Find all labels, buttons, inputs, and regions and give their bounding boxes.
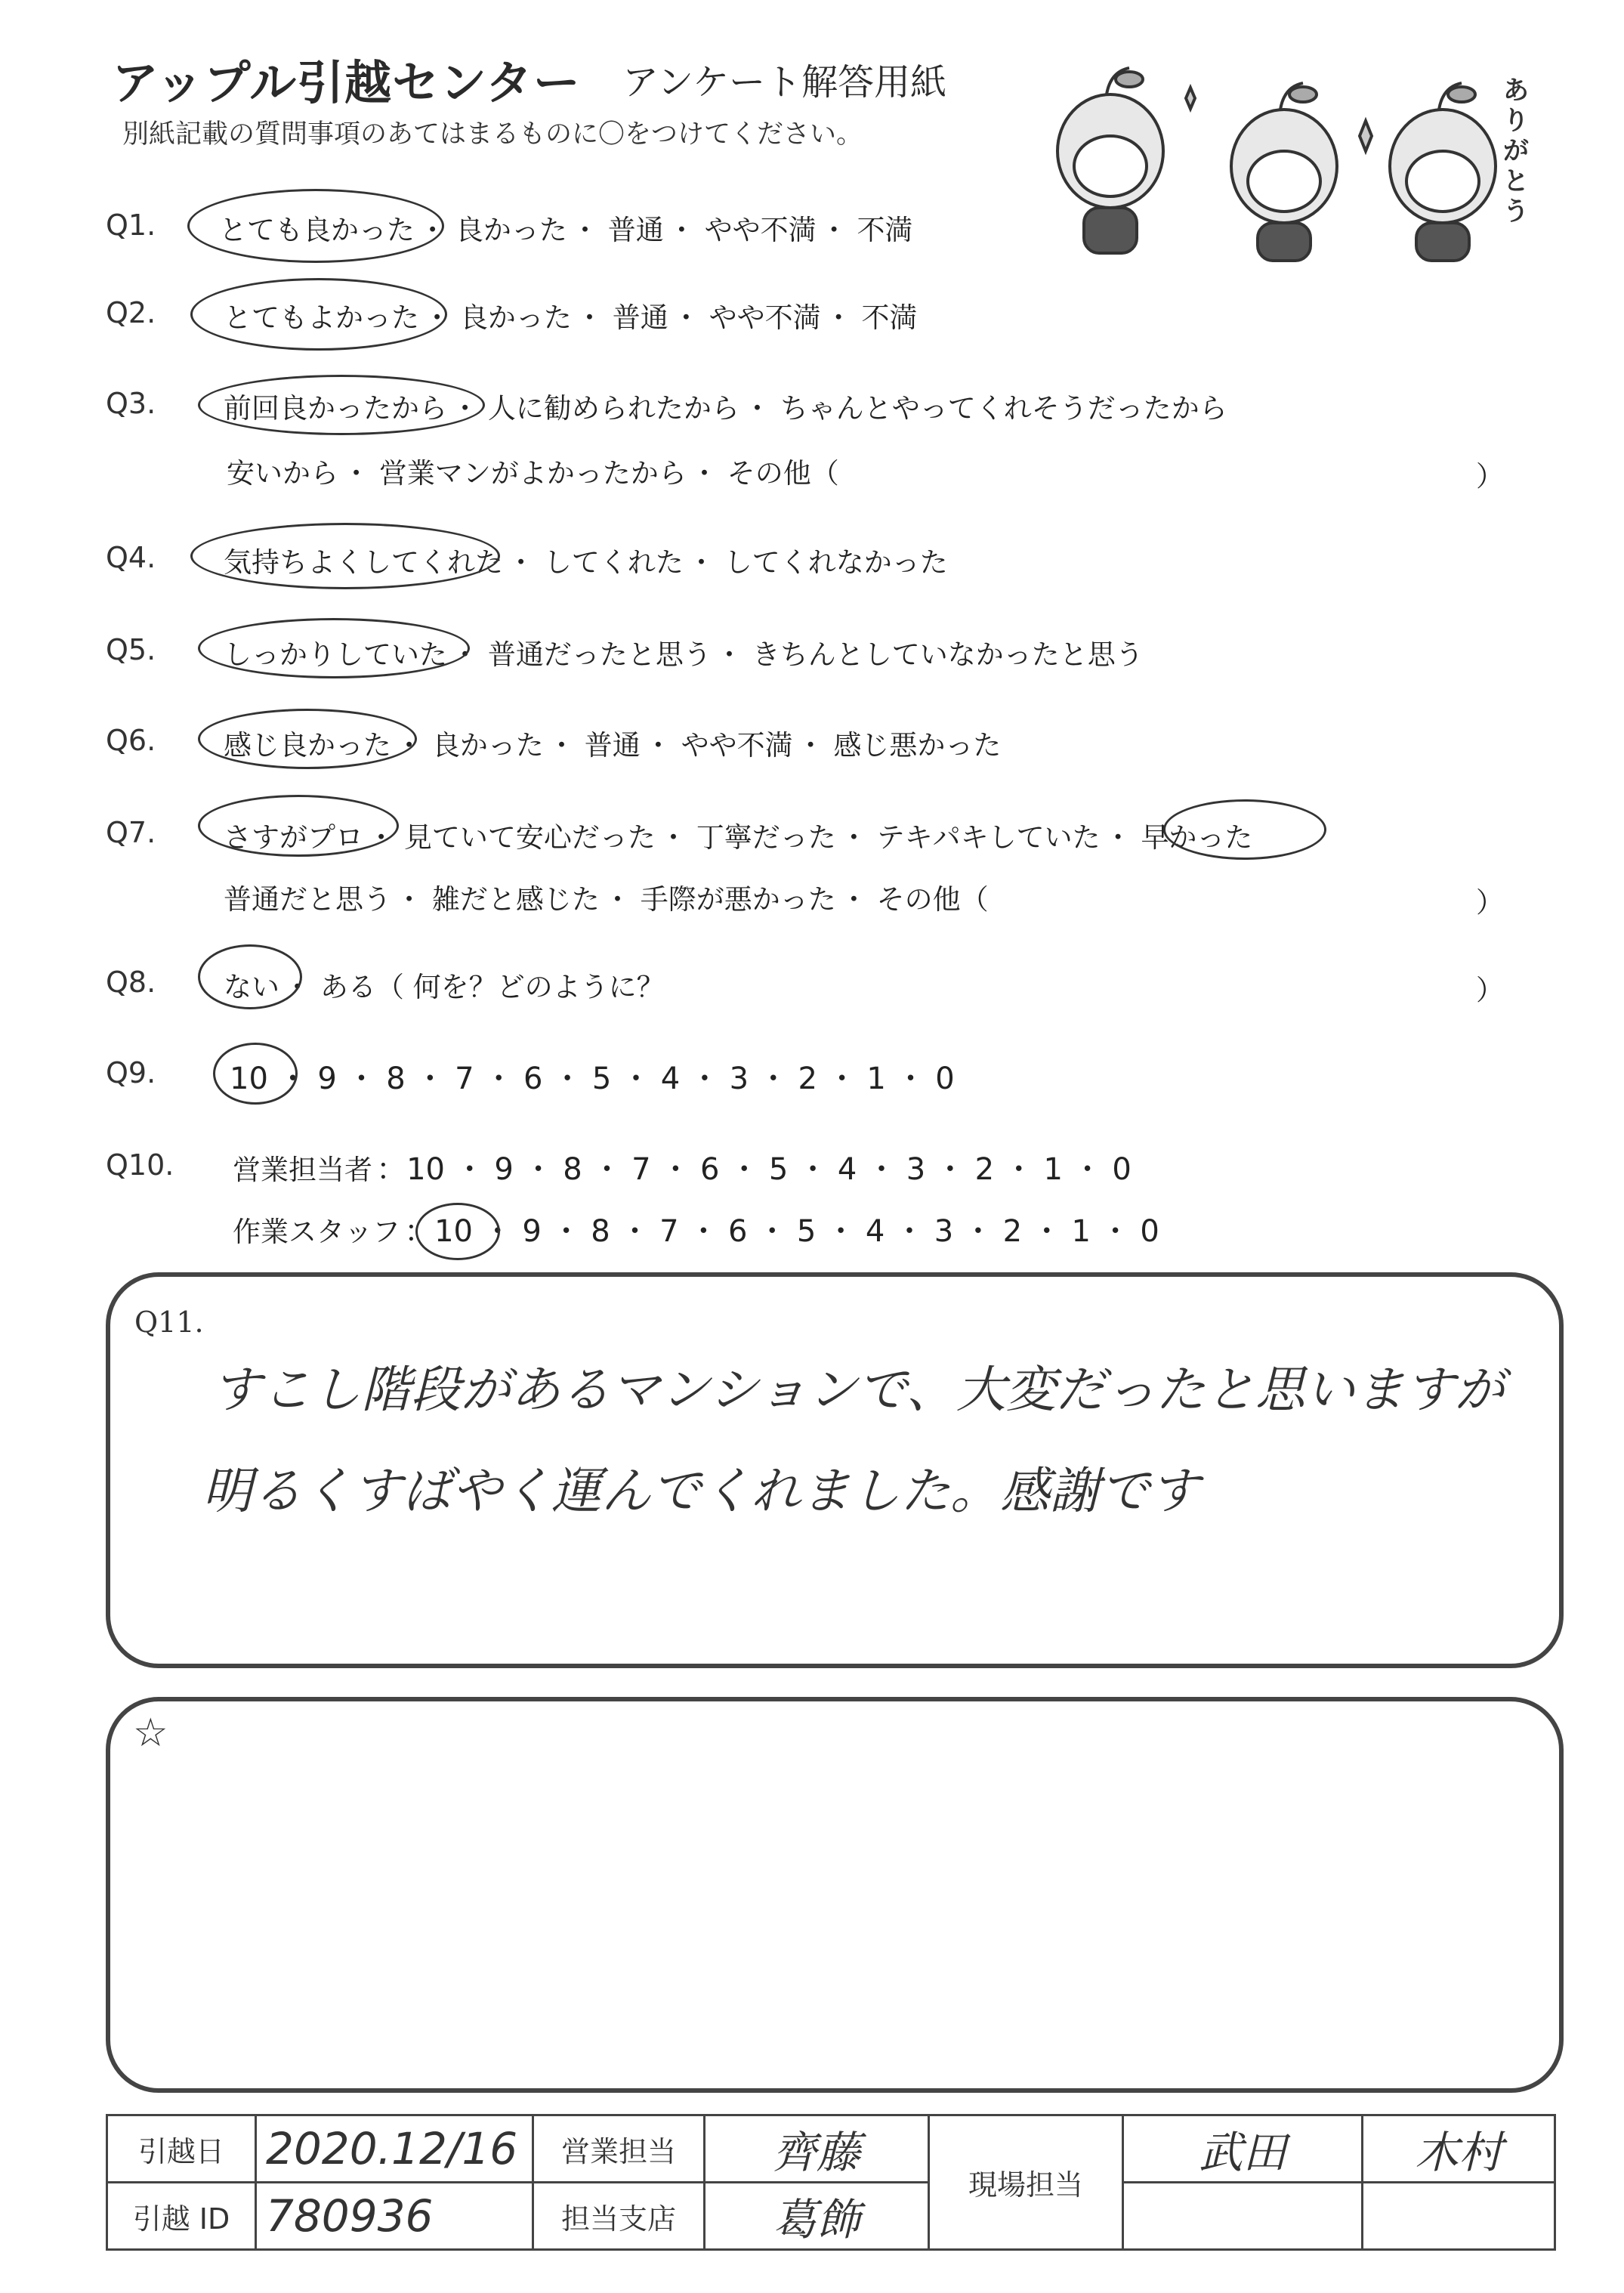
q9-scale[interactable]: 10 ・ 9 ・ 8 ・ 7 ・ 6 ・ 5 ・ 4 ・ 3 ・ 2 ・ 1 ・ 0 (230, 1062, 955, 1096)
q7-option[interactable]: 手際が悪かった (640, 883, 836, 916)
q6-option[interactable]: 普通 (584, 729, 641, 762)
form-title: アップル引越センター (112, 55, 581, 110)
form-subtitle: アンケート解答用紙 (622, 61, 947, 104)
q9-number: Q9. (106, 1056, 156, 1089)
q8-close-paren: ） (1476, 974, 1504, 1006)
q7-option[interactable]: 雑だと感じた (431, 883, 600, 916)
q1-option[interactable]: とても良かった (219, 214, 415, 246)
q1-option[interactable]: 普通 (607, 214, 664, 246)
q5-number: Q5. (106, 633, 156, 666)
site-staff-1-value: 武田 (1123, 2115, 1363, 2183)
move-id-label: 引越 ID (107, 2183, 256, 2250)
site-staff-label: 現場担当 (929, 2115, 1123, 2250)
sales-label: 営業担当 (533, 2115, 705, 2183)
q3-option[interactable]: 前回良かったから (224, 392, 447, 425)
q11-number: Q11. (134, 1306, 204, 1339)
q4-number: Q4. (106, 541, 156, 574)
q8-option[interactable]: ある（ 何を？どのように？ (320, 971, 665, 1003)
q1-number: Q1. (106, 209, 156, 242)
q3-option[interactable]: 人に勧められたから (487, 392, 739, 425)
q10-sales-label: 営業担当者 (233, 1154, 372, 1186)
q4-option[interactable]: 気持ちよくしてくれた (224, 546, 503, 579)
q10-sales-scale[interactable]: ：10 ・ 9 ・ 8 ・ 7 ・ 6 ・ 5 ・ 4 ・ 3 ・ 2 ・ 1 ・ 0 (376, 1152, 1132, 1187)
star-comment-box (106, 1697, 1564, 2093)
q4-option[interactable]: してくれた (543, 546, 684, 579)
q6-option[interactable]: 感じ良かった (224, 729, 391, 762)
site-staff-empty-cell (1363, 2183, 1555, 2250)
site-staff-empty-cell (1123, 2183, 1363, 2250)
q2-option[interactable]: やや不満 (709, 301, 821, 334)
q8-number: Q8. (106, 966, 156, 999)
q7-option[interactable]: 普通だと思う (224, 883, 391, 916)
q5-option[interactable]: 普通だったと思う (487, 638, 712, 671)
q3-number: Q3. (106, 387, 156, 420)
q11-handwritten-line-1: すこし階段があるマンションで、大変だったと思いますが (211, 1361, 1505, 1419)
q1-option[interactable]: やや不満 (704, 214, 817, 246)
q7-option[interactable]: さすがプロ (224, 821, 363, 854)
move-id-value: 780936 (256, 2183, 533, 2250)
q7-close-paren: ） (1476, 886, 1504, 919)
q2-option[interactable]: 良かった (459, 301, 572, 334)
q3-option[interactable]: その他（ (727, 457, 839, 490)
q3-option[interactable]: 営業マンがよかったから (378, 457, 687, 490)
q3-close-paren: ） (1476, 460, 1504, 493)
move-info-table (106, 2114, 1556, 2251)
q3-option[interactable]: 安いから (227, 457, 338, 490)
sales-person-value: 齊藤 (705, 2115, 929, 2183)
branch-label: 担当支店 (533, 2183, 705, 2250)
q2-option[interactable]: 不満 (861, 301, 918, 334)
q6-option[interactable]: 良かった (431, 729, 544, 762)
q2-number: Q2. (106, 296, 156, 329)
q7-number: Q7. (106, 816, 156, 849)
q3-option[interactable]: ちゃんとやってくれそうだったから (780, 392, 1227, 425)
monkey-mascots-illustration (1035, 53, 1533, 264)
q11-handwritten-line-2: 明るくすばやく運んでくれました。感謝です (202, 1462, 1199, 1520)
thanks-text: ありがとう (1503, 76, 1529, 227)
q7-option[interactable]: 丁寧だった (696, 821, 836, 854)
q6-option[interactable]: やや不満 (681, 729, 793, 762)
instruction-text: 別紙記載の質問事項のあてはまるものに〇をつけてください。 (122, 119, 863, 150)
q10-staff-label: 作業スタッフ (233, 1216, 400, 1248)
q2-option[interactable]: とてもよかった (224, 301, 419, 334)
q1-option[interactable]: 良かった (455, 214, 567, 246)
q6-number: Q6. (106, 724, 156, 757)
branch-value: 葛飾 (705, 2183, 929, 2250)
q8-option[interactable]: ない (224, 971, 279, 1003)
q2-option[interactable]: 普通 (612, 301, 668, 334)
q5-option[interactable]: しっかりしていた (224, 638, 447, 671)
q4-option[interactable]: してくれなかった (724, 546, 948, 579)
q6-option[interactable]: 感じ悪かった (833, 729, 1002, 762)
site-staff-2-value: 木村 (1363, 2115, 1555, 2183)
q7-option[interactable]: テキパキしていた (876, 821, 1101, 854)
q7-option[interactable]: 早かった (1141, 821, 1253, 854)
q7-option[interactable]: その他（ (876, 883, 989, 916)
q10-staff-scale[interactable]: ：10 ・ 9 ・ 8 ・ 7 ・ 6 ・ 5 ・ 4 ・ 3 ・ 2 ・ 1 ・ 0 (404, 1214, 1159, 1249)
move-date-value: 2020.12/16 (256, 2115, 533, 2183)
move-date-label: 引越日 (107, 2115, 256, 2183)
q5-option[interactable]: きちんとしていなかったと思う (752, 638, 1144, 671)
q7-option[interactable]: 見ていて安心だった (403, 821, 656, 854)
q10-number: Q10. (106, 1148, 174, 1182)
q1-option[interactable]: 不満 (857, 214, 913, 246)
star-icon: ☆ (133, 1710, 168, 1756)
